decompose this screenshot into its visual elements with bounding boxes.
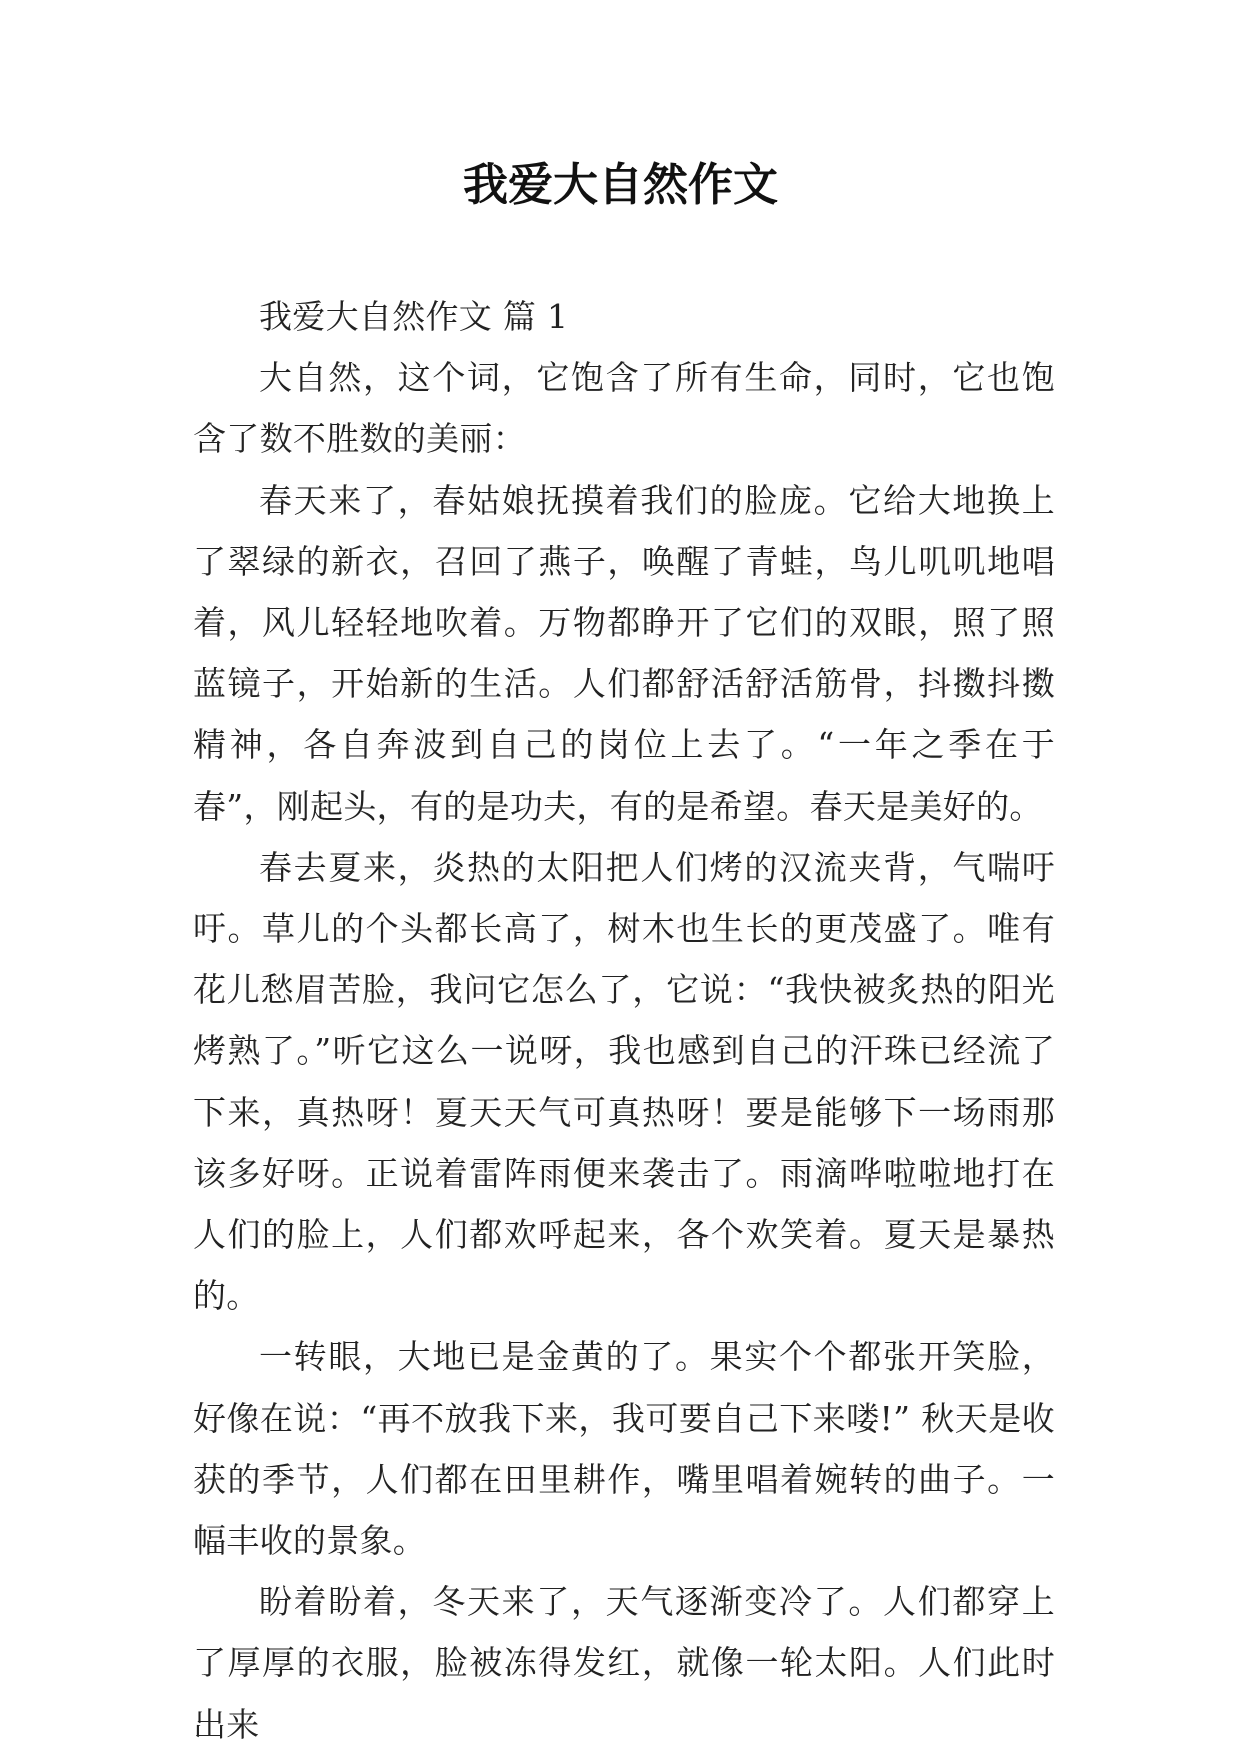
document-body xyxy=(193,286,1055,1755)
paragraph-winter: 盼着盼着，冬天来了，天气逐渐变冷了。人们都穿上了厚厚的衣服，脸被冻得发红，就像一轮太阳。人们此时出来 xyxy=(193,1582,1055,1744)
paragraph-summer: 春去夏来，炎热的太阳把人们烤的汉流夹背，气喘吁吁。草儿的个头都长高了，树木也生长的更茂盛了。唯有花儿愁眉苦脸，我问它怎么了，它说：“我快被炙热的阳光烤熟了。”听它这么一说呀，我也感到自己的汗珠已经流了下来，真热呀！夏天天气可真热呀！要是能够下一场雨那该多好呀。正说着雷阵雨便来袭击了。雨滴哗啦啦地打在人们的脸上，人们都欢呼起来，各个欢笑着。夏天是暴热的。 xyxy=(193,847,1055,1316)
paragraph-autumn: 一转眼，大地已是金黄的了。果实个个都张开笑脸，好像在说：“再不放我下来，我可要自己下来喽!” 秋天是收获的季节，人们都在田里耕作，嘴里唱着婉转的曲子。一幅丰收的景象。 xyxy=(193,1337,1055,1561)
document-title: 我爱大自然作文 xyxy=(462,158,778,211)
section-heading: 我爱大自然作文 篇 1 xyxy=(259,297,569,336)
paragraph-spring: 春天来了，春姑娘抚摸着我们的脸庞。它给大地换上了翠绿的新衣，召回了燕子，唤醒了青蛙，鸟儿叽叽地唱着，风儿轻轻地吹着。万物都睁开了它们的双眼，照了照蓝镜子，开始新的生活。人们都舒活舒活筋骨，抖擞抖擞精神，各自奔波到自己的岗位上去了。“一年之季在于春”，刚起头，有的是功夫，有的是希望。春天是美好的。 xyxy=(193,480,1055,826)
paragraph-intro: 大自然，这个词，它饱含了所有生命，同时，它也饱含了数不胜数的美丽： xyxy=(193,358,1055,459)
